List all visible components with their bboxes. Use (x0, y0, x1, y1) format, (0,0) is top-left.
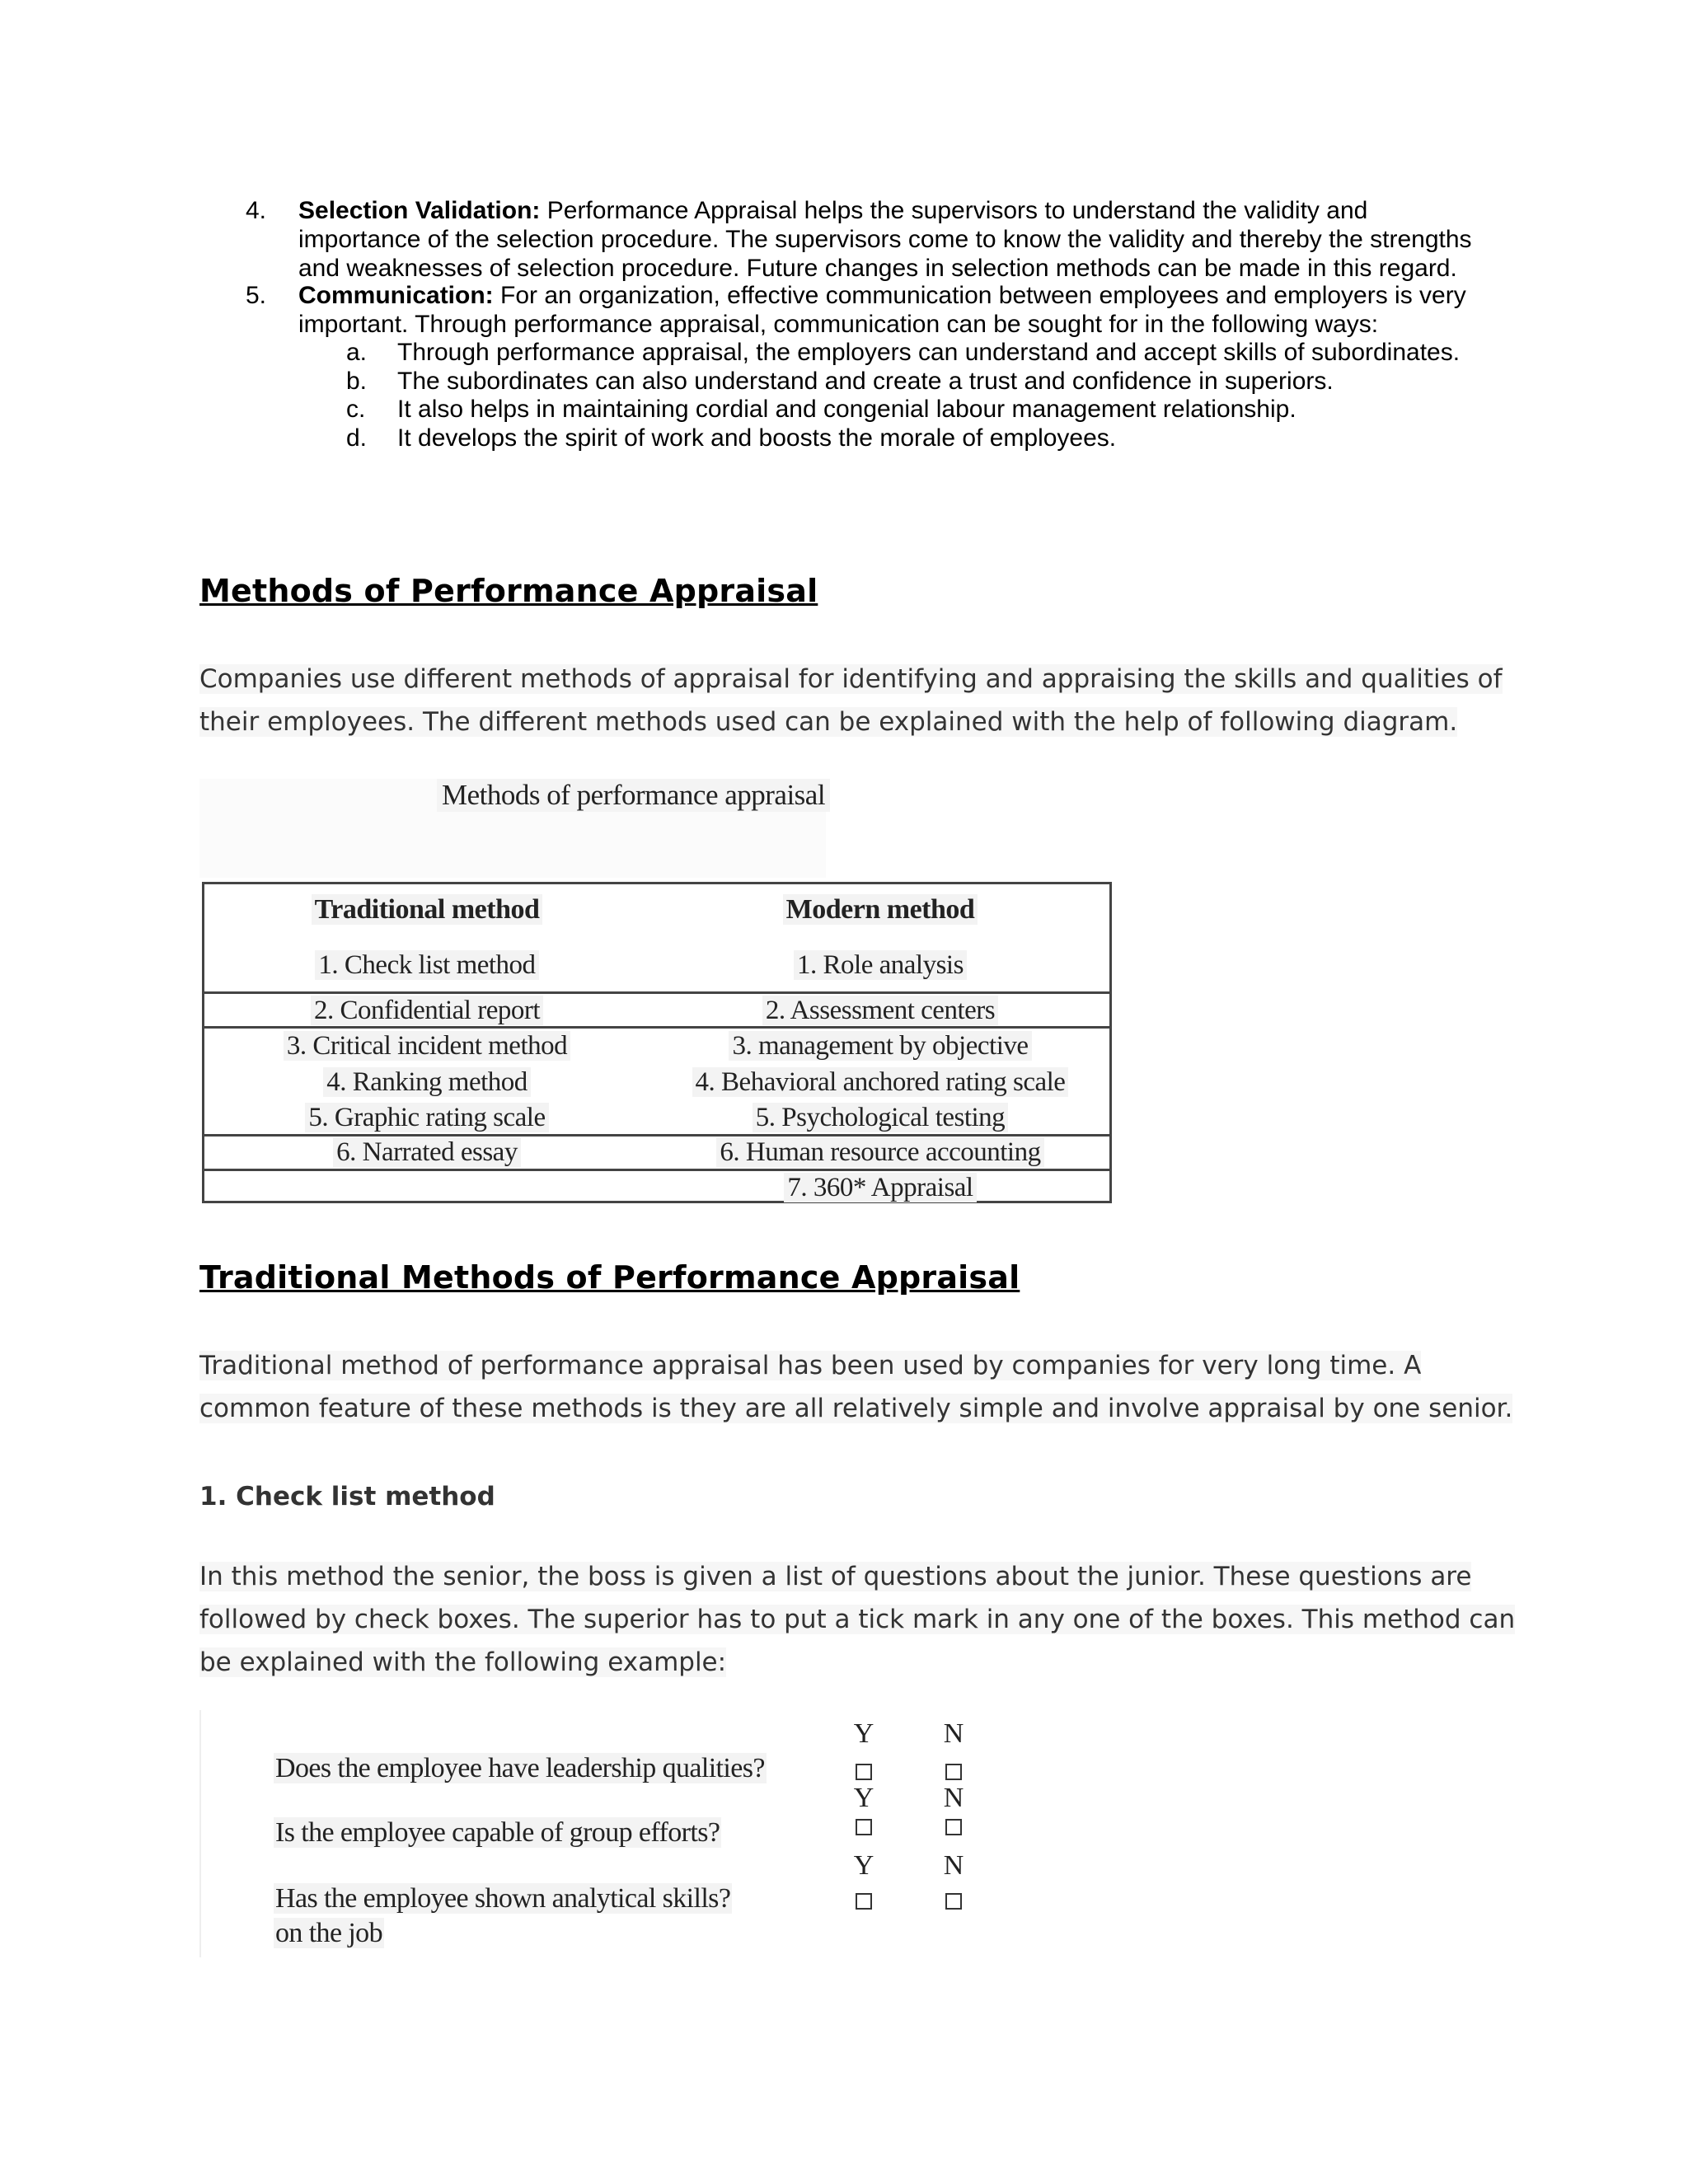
modern-item: 6. Human resource accounting (649, 1137, 1111, 1168)
traditional-item: 4. Ranking method (204, 1067, 649, 1098)
no-checkbox[interactable] (945, 1893, 962, 1910)
yes-checkbox[interactable] (856, 1764, 872, 1780)
checklist-question: Is the employee capable of group efforts? (275, 1817, 720, 1848)
figure-title: Methods of performance appraisal (437, 779, 830, 812)
list-item-text: Selection Validation: Performance Appraisal helps the supervisors to understand the validity and importance of the selection procedure. The supervisors come to know the validity and thereby the strengths and weaknesses of selection procedure. Future changes in selection methods can be made in this regard. (298, 197, 1472, 282)
yes-label: Y (853, 1718, 874, 1749)
traditional-paragraph: Traditional method of performance appraisal has been used by companies for very long time. A common feature of these methods is they are all relatively simple and involve appraisal by one senior. (199, 1351, 1513, 1423)
checklist-heading: 1. Check list method (199, 1482, 495, 1511)
checklist-question: Has the employee shown analytical skills? (275, 1883, 731, 1914)
methods-table (202, 882, 1112, 1203)
header-modern: Modern method (649, 894, 1111, 926)
traditional-item: 2. Confidential report (204, 996, 649, 1026)
no-checkbox[interactable] (945, 1764, 962, 1780)
modern-item: 2. Assessment centers (649, 996, 1111, 1026)
table-divider (204, 991, 1109, 994)
checklist-paragraph: In this method the senior, the boss is given a list of questions about the junior. These questions are followed by check boxes. The superior has to put a tick mark in any one of the boxes. This method can be explained with the following example: (199, 1562, 1516, 1677)
traditional-item: 6. Narrated essay (204, 1137, 649, 1168)
checklist-figure (199, 1710, 1024, 1957)
traditional-item: 1. Check list method (204, 950, 649, 981)
traditional-item: 3. Critical incident method (204, 1031, 649, 1062)
traditional-heading: Traditional Methods of Performance Appraisal (199, 1259, 1020, 1296)
modern-item: 3. management by objective (649, 1031, 1111, 1062)
list-number: 5. (246, 282, 267, 309)
modern-item: 5. Psychological testing (649, 1103, 1111, 1133)
modern-item: 1. Role analysis (649, 950, 1111, 981)
list-item-title: Selection Validation: (298, 197, 541, 224)
checklist-question-continuation: on the job (275, 1918, 382, 1948)
list-number: 4. (246, 197, 267, 224)
methods-heading: Methods of Performance Appraisal (199, 573, 818, 609)
figure-edge (199, 1710, 201, 1957)
yes-label: Y (853, 1850, 874, 1881)
list-item-text: Communication: For an organization, effective communication between employees and employers is very important. Through performance appraisal, communication can be sought for in the following ways: (298, 282, 1466, 338)
yes-label: Y (853, 1783, 874, 1813)
no-label: N (943, 1718, 964, 1749)
checklist-question: Does the employee have leadership qualities? (275, 1753, 765, 1783)
table-divider (204, 1169, 1109, 1171)
table-divider (204, 1026, 1109, 1029)
no-label: N (943, 1783, 964, 1813)
no-checkbox[interactable] (945, 1819, 962, 1835)
table-divider (204, 1134, 1109, 1137)
methods-figure (199, 779, 1114, 1212)
methods-paragraph: Companies use different methods of appraisal for identifying and appraising the skills and qualities of their employees. The different methods used can be explained with the help of following diagram. (199, 664, 1503, 737)
yes-checkbox[interactable] (856, 1893, 872, 1910)
header-traditional: Traditional method (204, 894, 649, 926)
modern-item: 7. 360* Appraisal (649, 1173, 1111, 1203)
modern-item: 4. Behavioral anchored rating scale (649, 1067, 1111, 1098)
yes-checkbox[interactable] (856, 1819, 872, 1835)
traditional-item: 5. Graphic rating scale (204, 1103, 649, 1133)
no-label: N (943, 1850, 964, 1881)
list-item-title: Communication: (298, 282, 494, 309)
